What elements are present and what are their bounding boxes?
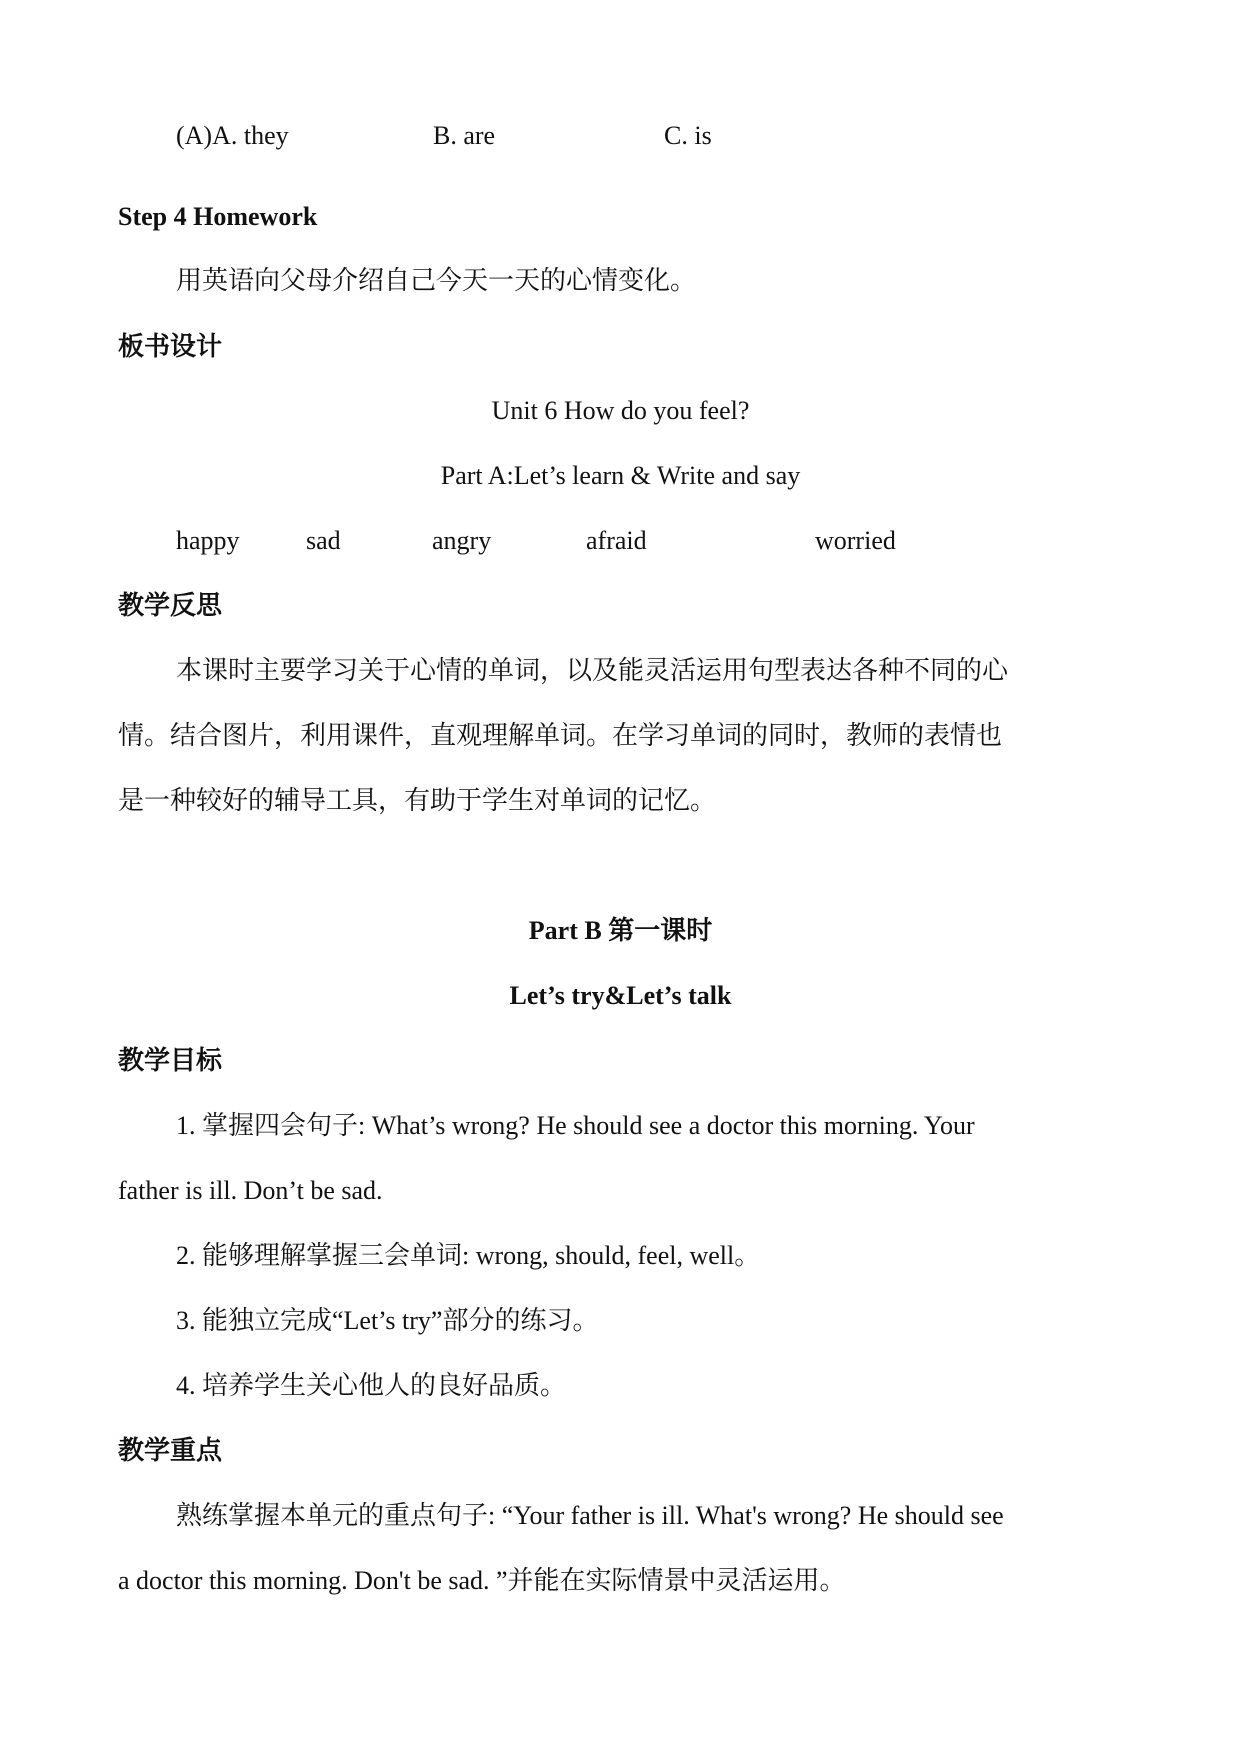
board-word-angry: angry	[432, 526, 492, 555]
partb-subtitle: Let’s try&Let’s talk	[509, 981, 732, 1010]
reflection-line: 是一种较好的辅导工具，有助于学生对单词的记忆。	[118, 786, 717, 815]
objective-item-1-cont: father is ill. Don’t be sad.	[118, 1176, 383, 1205]
quiz-option-b: B. are	[433, 121, 496, 150]
reflection-line: 情。结合图片，利用课件，直观理解单词。在学习单词的同时，教师的表情也	[118, 721, 1003, 750]
board-title: Unit 6 How do you feel?	[491, 396, 750, 425]
objective-item-2: 2. 能够理解掌握三会单词: wrong, should, feel, well。	[176, 1241, 761, 1270]
board-word-afraid: afraid	[586, 526, 647, 555]
objective-item-4: 4. 培养学生关心他人的良好品质。	[176, 1371, 567, 1400]
keypoints-line: 熟练掌握本单元的重点句子: “Your father is ill. What's wrong? He should see	[176, 1501, 1004, 1530]
step4-text: 用英语向父母介绍自己今天一天的心情变化。	[176, 266, 697, 295]
board-word-sad: sad	[306, 526, 341, 555]
keypoints-line: a doctor this morning. Don't be sad. ”并能在实际情景中灵活运用。	[118, 1566, 846, 1595]
quiz-option-c: C. is	[664, 121, 712, 150]
reflection-heading: 教学反思	[118, 591, 223, 620]
keypoints-heading: 教学重点	[118, 1436, 223, 1465]
board-subtitle: Part A:Let’s learn & Write and say	[440, 461, 801, 490]
board-word-happy: happy	[176, 526, 240, 555]
partb-title: Part B 第一课时	[528, 916, 713, 945]
objectives-heading: 教学目标	[118, 1046, 223, 1075]
quiz-option-a: (A)A. they	[176, 121, 289, 150]
board-word-worried: worried	[815, 526, 896, 555]
reflection-line: 本课时主要学习关于心情的单词，以及能灵活运用句型表达各种不同的心	[176, 656, 1009, 685]
objective-item-3: 3. 能独立完成“Let’s try”部分的练习。	[176, 1306, 599, 1335]
objective-item-1: 1. 掌握四会句子: What’s wrong? He should see a doctor this morning. Your	[176, 1111, 975, 1140]
board-heading: 板书设计	[118, 332, 223, 361]
step4-heading: Step 4 Homework	[118, 202, 318, 231]
